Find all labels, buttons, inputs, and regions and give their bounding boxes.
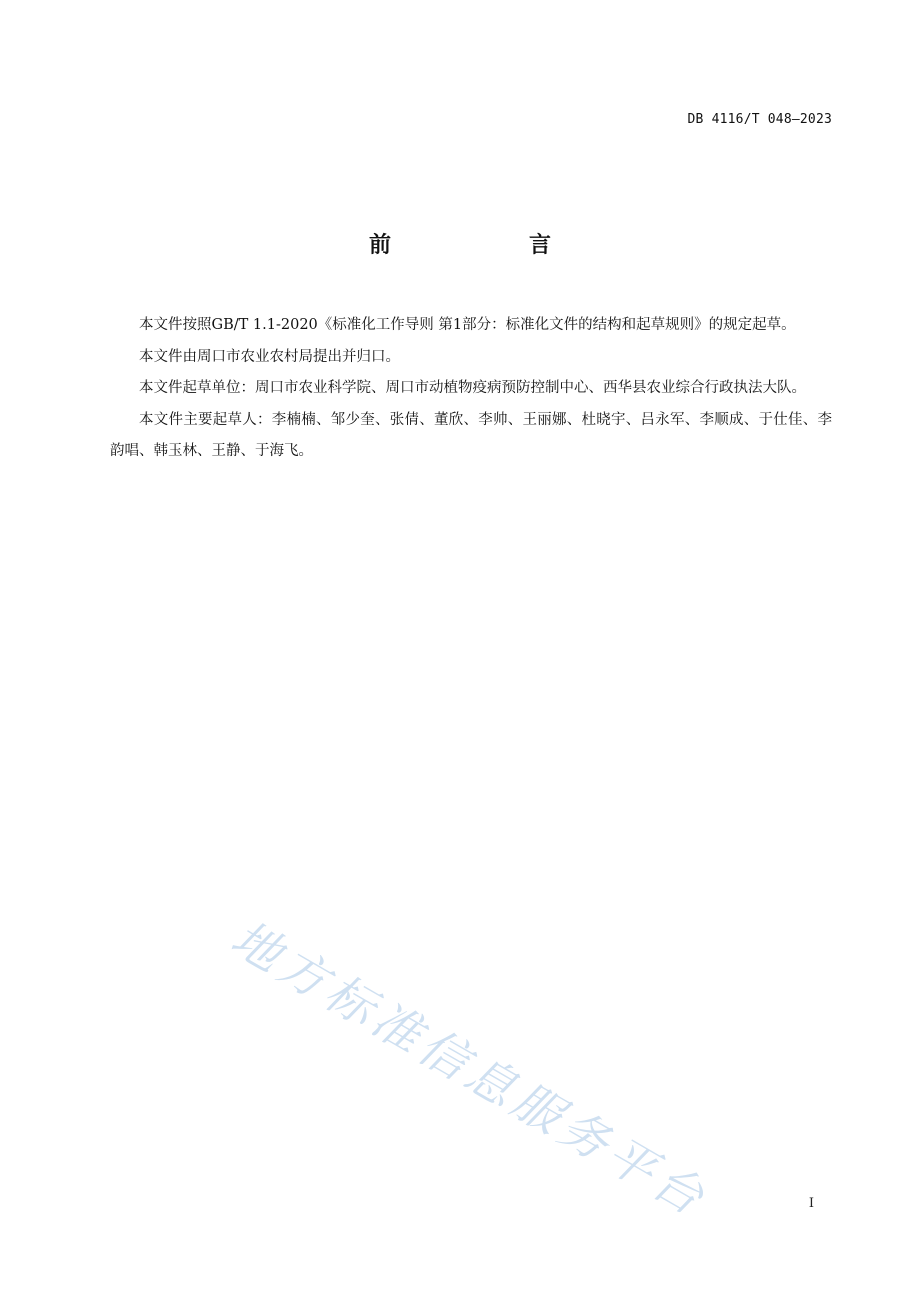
foreword-body	[110, 310, 832, 468]
paragraph-drafting-rules: 本文件按照GB/T 1.1-2020《标准化工作导则 第1部分：标准化文件的结构和起草规则》的规定起草。	[139, 317, 796, 333]
page-title: 前 言	[368, 233, 609, 258]
standard-code: DB 4116/T 048—2023	[687, 112, 832, 127]
paragraph-drafters: 本文件主要起草人：李楠楠、邹少奎、张倩、董欣、李帅、王丽娜、杜晓宇、吕永军、李顺成、于仕佳、李韵唱、韩玉林、王静、于海飞。	[110, 411, 832, 459]
paragraph-proposer: 本文件由周口市农业农村局提出并归口。	[139, 348, 400, 365]
watermark: 地方标准信息服务平台	[221, 910, 718, 1229]
page-number: I	[808, 1196, 814, 1211]
paragraph-drafting-units: 本文件起草单位：周口市农业科学院、周口市动植物疫病预防控制中心、西华县农业综合行政执法大队。	[139, 380, 806, 396]
